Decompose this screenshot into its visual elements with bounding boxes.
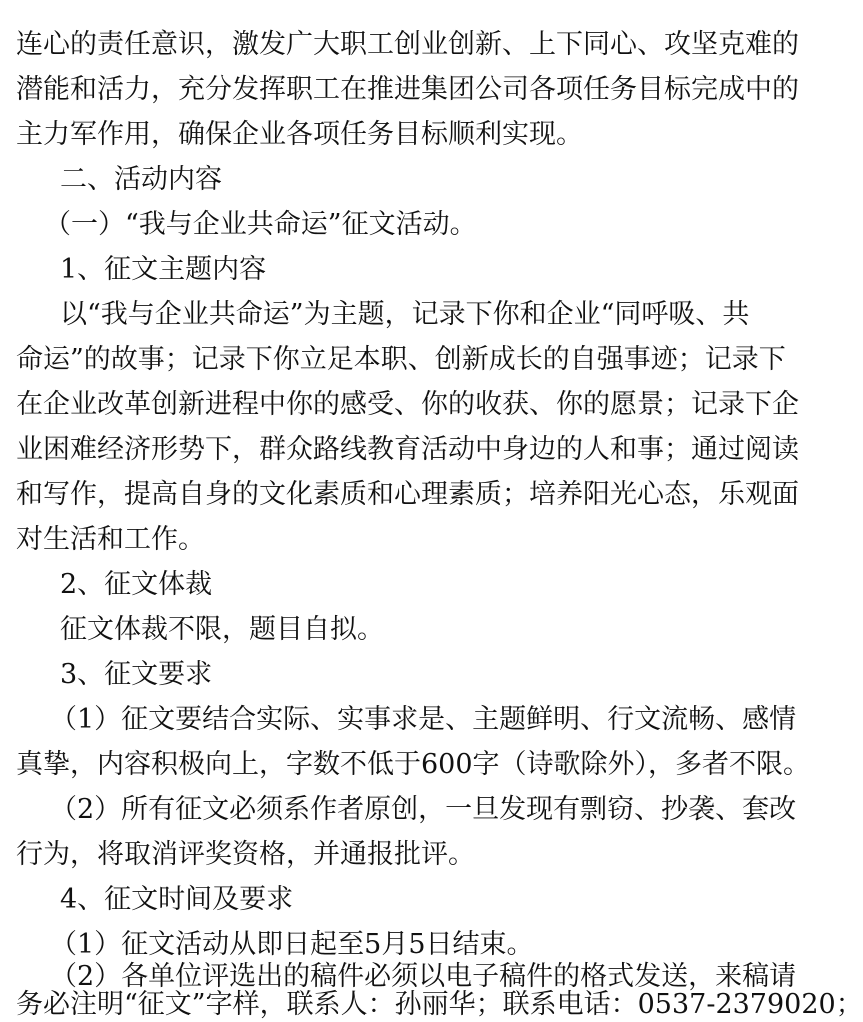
body-text-line: （1）征文活动从即日起至5月5日结束。 xyxy=(50,929,534,960)
body-text-line: 命运”的故事；记录下你立足本职、创新成长的自强事迹；记录下 xyxy=(16,344,786,375)
body-text-line: （2）所有征文必须系作者原创，一旦发现有剽窃、抄袭、套改 xyxy=(50,794,797,825)
body-text-line: 在企业改革创新进程中你的感受、你的收获、你的愿景；记录下企 xyxy=(16,389,799,420)
item-heading: 3、征文要求 xyxy=(60,659,213,690)
body-text-line: 业困难经济形势下，群众路线教育活动中身边的人和事；通过阅读 xyxy=(16,434,799,465)
item-heading: 2、征文体裁 xyxy=(60,569,213,600)
body-text-line: 对生活和工作。 xyxy=(16,524,205,555)
body-text-line: （2）各单位评选出的稿件必须以电子稿件的格式发送，来稿请 xyxy=(50,961,797,992)
body-text-line: 潜能和活力，充分发挥职工在推进集团公司各项任务目标完成中的 xyxy=(16,74,799,105)
body-text-line: 行为，将取消评奖资格，并通报批评。 xyxy=(16,839,475,870)
body-text-line: 主力军作用，确保企业各项任务目标顺利实现。 xyxy=(16,119,583,150)
section-heading: 二、活动内容 xyxy=(60,164,222,195)
item-heading: 1、征文主题内容 xyxy=(60,254,267,285)
body-text-line: 以“我与企业共命运”为主题，记录下你和企业“同呼吸、共 xyxy=(60,299,750,330)
body-text-line: 征文体裁不限，题目自拟。 xyxy=(60,614,384,645)
body-text-line: （1）征文要结合实际、实事求是、主题鲜明、行文流畅、感情 xyxy=(50,704,797,735)
body-text-line: 真挚，内容积极向上，字数不低于600字（诗歌除外），多者不限。 xyxy=(16,749,811,780)
body-text-line: 和写作，提高自身的文化素质和心理素质；培养阳光心态，乐观面 xyxy=(16,479,799,510)
body-text-line: 务必注明“征文”字样，联系人：孙丽华；联系电话：0537-2379020； xyxy=(16,989,863,1020)
subsection-heading: （一）“我与企业共命运”征文活动。 xyxy=(44,209,477,240)
body-text-line: 连心的责任意识，激发广大职工创业创新、上下同心、攻坚克难的 xyxy=(16,29,799,60)
item-heading: 4、征文时间及要求 xyxy=(60,884,294,915)
